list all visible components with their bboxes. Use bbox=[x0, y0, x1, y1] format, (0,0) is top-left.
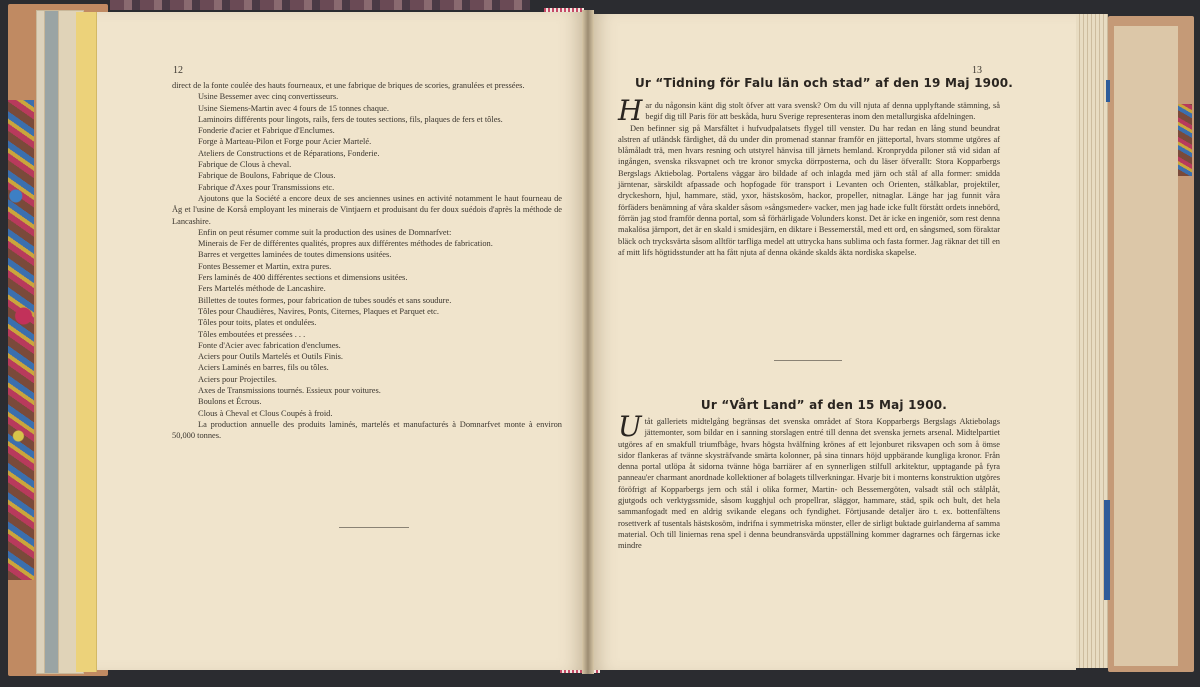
paragraph-text: Boulons et Écrous. bbox=[198, 397, 262, 407]
paragraph-text: Tôles emboutées et pressées . . . bbox=[198, 329, 306, 339]
paragraph bbox=[172, 419, 562, 442]
paragraph-text: Axes de Transmissions tournés. Essieux pour voitures. bbox=[198, 386, 381, 396]
paragraph bbox=[172, 317, 562, 328]
article-heading-vart-land: Ur “Vårt Land” af den 15 Maj 1900. bbox=[700, 398, 948, 412]
paragraph-text: Ajoutons que la Société a encore deux de ses anciennes usines en activité notamment le haut fourneau de Åg et l'usine de Korså employant les minerais de Vintjaern et produisant du fer doux suédois d'après la méthode de Lancashire. bbox=[172, 193, 562, 226]
section-divider-right bbox=[774, 360, 842, 361]
blue-paper-strip bbox=[1106, 80, 1110, 102]
left-page bbox=[97, 12, 582, 670]
paragraph-text: direct de la fonte coulée des hauts fourneaux, et une fabrique de briques de scories, granulées et pressées. bbox=[172, 81, 525, 90]
paragraph-text: Tôles pour Chaudières, Navires, Ponts, Citernes, Plaques et Parquet etc. bbox=[198, 306, 439, 316]
paragraph-text: Barres et vergettes laminées de toutes dimensions usitées. bbox=[198, 250, 392, 260]
paragraph bbox=[618, 410, 1000, 552]
paragraph-text: Laminoirs différents pour lingots, rails, fers de toutes sections, fils, plaques de fers et tôles. bbox=[198, 114, 503, 124]
paragraph bbox=[172, 227, 562, 238]
paragraph bbox=[172, 385, 562, 396]
marbled-endpaper-right bbox=[1178, 104, 1192, 176]
paragraph bbox=[172, 136, 562, 147]
paragraph bbox=[172, 159, 562, 170]
paragraph-text: ar du någonsin känt dig stolt öfver att vara svensk? Om du vill njuta af denna upplyftande stämning, så begif dig till Paris för att beskåda, huru Sverige representeras inom den metallurgiska afdelningen. bbox=[645, 101, 1000, 122]
paragraph-text: Ateliers de Constructions et de Réparations, Fonderie. bbox=[198, 148, 380, 158]
paragraph bbox=[172, 408, 562, 419]
paragraph-text: Aciers Laminés en barres, fils ou tôles. bbox=[198, 363, 329, 373]
paragraph bbox=[172, 91, 562, 102]
paragraph-text: Aciers pour Outils Martelés et Outils Finis. bbox=[198, 352, 343, 362]
paragraph-text: Fontes Bessemer et Martin, extra pures. bbox=[198, 261, 332, 271]
paragraph-text: Usine Siemens-Martin avec 4 fours de 15 tonnes chaque. bbox=[198, 103, 389, 113]
marbled-endpaper-left bbox=[8, 100, 34, 580]
drop-cap: H bbox=[618, 94, 643, 127]
paragraph-text: Fabrique de Boulons, Fabrique de Clous. bbox=[198, 171, 336, 181]
right-page bbox=[594, 14, 1076, 670]
paragraph bbox=[172, 249, 562, 260]
paragraph bbox=[172, 374, 562, 385]
paragraph bbox=[172, 103, 562, 114]
paragraph-text: Minerais de Fer de différentes qualités, propres aux différentes méthodes de fabrication. bbox=[198, 239, 493, 249]
section-divider-left bbox=[339, 527, 409, 528]
paragraph bbox=[172, 362, 562, 373]
article-heading-tidning: Ur “Tidning för Falu län och stad” af den 19 Maj 1900. bbox=[634, 76, 1014, 90]
paragraph-text: Fabrique de Clous à cheval. bbox=[198, 160, 292, 170]
paragraph bbox=[172, 283, 562, 294]
paragraph bbox=[172, 340, 562, 351]
paragraph bbox=[172, 238, 562, 249]
paragraph bbox=[172, 193, 562, 227]
paragraph-text: Forge à Marteau-Pilon et Forge pour Acier Martelé. bbox=[198, 137, 372, 147]
paragraph bbox=[172, 329, 562, 340]
article-body-tidning bbox=[618, 94, 1000, 258]
paragraph-text: Den befinner sig på Marsfältet i hufvudpalatsets flygel till venster. Du har redan en lång stund beundrat alstren af utländsk färdighet, då du under din promenad stannar framför en jätteportal, hvars stomme utgöres af blåmåladt trä, men hvars resning och utstyrel hänvisa till järnets hemland. Kronprydda piloner stå vid sidan af ingången, svenska riksvapnet och tre kronor smycka dörrposterna, och du läser öfverallt: Stora Kopparbergs Bergslags Aktiebolag. Portalens väggar äro bildade af och inlagda med järn och stål af alla former: smidda järntenar, särskildt afpassade och hopfogade för transport i Levanten och Orienten, stålkablar, projektiler, dryckeshorn, hjul, hammare, städ, yxor, hästskosöm, hackor, propeller, nitnaglar. Länge har jag funnit våra förfäders benämning af våra skalder såsom »sångsmeder» vacker, men jag hade icke fullt förstått ordets innebörd, förrän jag stod framför denna portal, som så förhärligade Volunders konst. Det är icke en ingeniör, som rest denna makalösa järnport, det är en skald i smidesjärn, en diktare i Bessemerstål, med ett ord, en sångsmed, som föraktar bläck och trycksvärta såsom alltför tarfliga medel att uttrycka hans sublima och fasta former. Jag räknar det till en af mitt lifs högtidsstunder att ha fått njuta af denna okände skalds äkta nordiska skapelse. bbox=[618, 123, 1000, 257]
article-body-vart-land bbox=[618, 410, 1000, 552]
paragraph bbox=[172, 80, 562, 91]
paragraph-text: Enfin on peut résumer comme suit la production des usines de Domnarfvet: bbox=[198, 227, 452, 237]
paragraph bbox=[618, 94, 1000, 127]
paragraph-text: Billettes de toutes formes, pour fabrication de tubes soudés et sans soudure. bbox=[198, 295, 452, 305]
left-page-body bbox=[172, 80, 562, 442]
paragraph-text: Usine Bessemer avec cinq convertisseurs. bbox=[198, 92, 339, 102]
blue-paper-strip-lower bbox=[1104, 500, 1110, 600]
yellow-bookmark-band bbox=[76, 12, 97, 672]
paragraph-text: Fers Martelés méthode de Lancashire. bbox=[198, 284, 326, 294]
paragraph bbox=[172, 295, 562, 306]
book-box-inner bbox=[1114, 26, 1178, 666]
marbled-cover-top bbox=[110, 0, 530, 10]
paragraph bbox=[172, 351, 562, 362]
paragraph bbox=[172, 148, 562, 159]
page-number-left: 12 bbox=[173, 65, 183, 76]
book-gutter bbox=[582, 10, 594, 674]
paragraph bbox=[172, 396, 562, 407]
paragraph-text: Clous à Cheval et Clous Coupés à froid. bbox=[198, 408, 333, 418]
paragraph bbox=[172, 125, 562, 136]
paragraph-text: Tôles pour toits, plates et ondulées. bbox=[198, 318, 317, 328]
paragraph-text: Aciers pour Projectiles. bbox=[198, 374, 277, 384]
paragraph bbox=[172, 182, 562, 193]
paragraph-text: tåt galleriets midtelgång begränsas det svenska området af Stora Kopparbergs Bergslags Aktiebolags jättemonter, som bildar en i sanning storslagen entré till denna det svenska jernets arsenal. Midtelpartiet utgöres af en smakfull triumfbåge, hvars högsta hvälfning krönes af ett lejonburet riksvapen och som å ömse sidor flankeras af tvänne skysträfvande smärta kolonner, på sina tinnars höjd uppbärande kungliga kronor. Från denna portal utlöpa åt sidorna tvänne höga barriärer af en synnerligen stilfull arkitektur, upptagande på fyra panneau'er charmant anordnade kollektioner af bolagets tillverkningar. Hvarje bit i monterns konstruktion utgöres föröfrigt af Kopparbergs jern och stål i olika former, Martin- och Bessemergöten, valsadt stål och stålplåt, gjutgods och verktygssmide, såsom kugghjul och propellrar, släggor, hammare, städ, spik och bult, det hela sammanfogadt med en aldrig svikande elegans och fyndighet. Förtjusande detaljer äro t. ex. bottenfältens rosettverk af tusentals hästskosöm, indrifna i symmetriska mönster, eller de sirligt buktade guirlanderna af samma material. Och till liniernas rena spel i denna beundransvärda uppställning kommer dagrarnes och färgernas icke mindre bbox=[618, 417, 1000, 551]
paragraph-text: La production annuelle des produits laminés, martelés et manufacturés à Domnarfvet monte à environ 50,000 tonnes. bbox=[172, 419, 562, 441]
paragraph-text: Fonderie d'acier et Fabrique d'Enclumes. bbox=[198, 126, 335, 136]
paragraph bbox=[172, 261, 562, 272]
page-number-right: 13 bbox=[972, 65, 982, 76]
paragraph-text: Fers laminés de 400 différentes sections et dimensions usitées. bbox=[198, 273, 408, 283]
paragraph bbox=[172, 114, 562, 125]
paragraph bbox=[172, 170, 562, 181]
paragraph bbox=[172, 272, 562, 283]
paragraph-text: Fabrique d'Axes pour Transmissions etc. bbox=[198, 182, 335, 192]
paragraph-text: Fonte d'Acier avec fabrication d'enclumes. bbox=[198, 340, 341, 350]
paragraph bbox=[618, 123, 1000, 259]
paragraph bbox=[172, 306, 562, 317]
drop-cap: U bbox=[618, 410, 642, 443]
